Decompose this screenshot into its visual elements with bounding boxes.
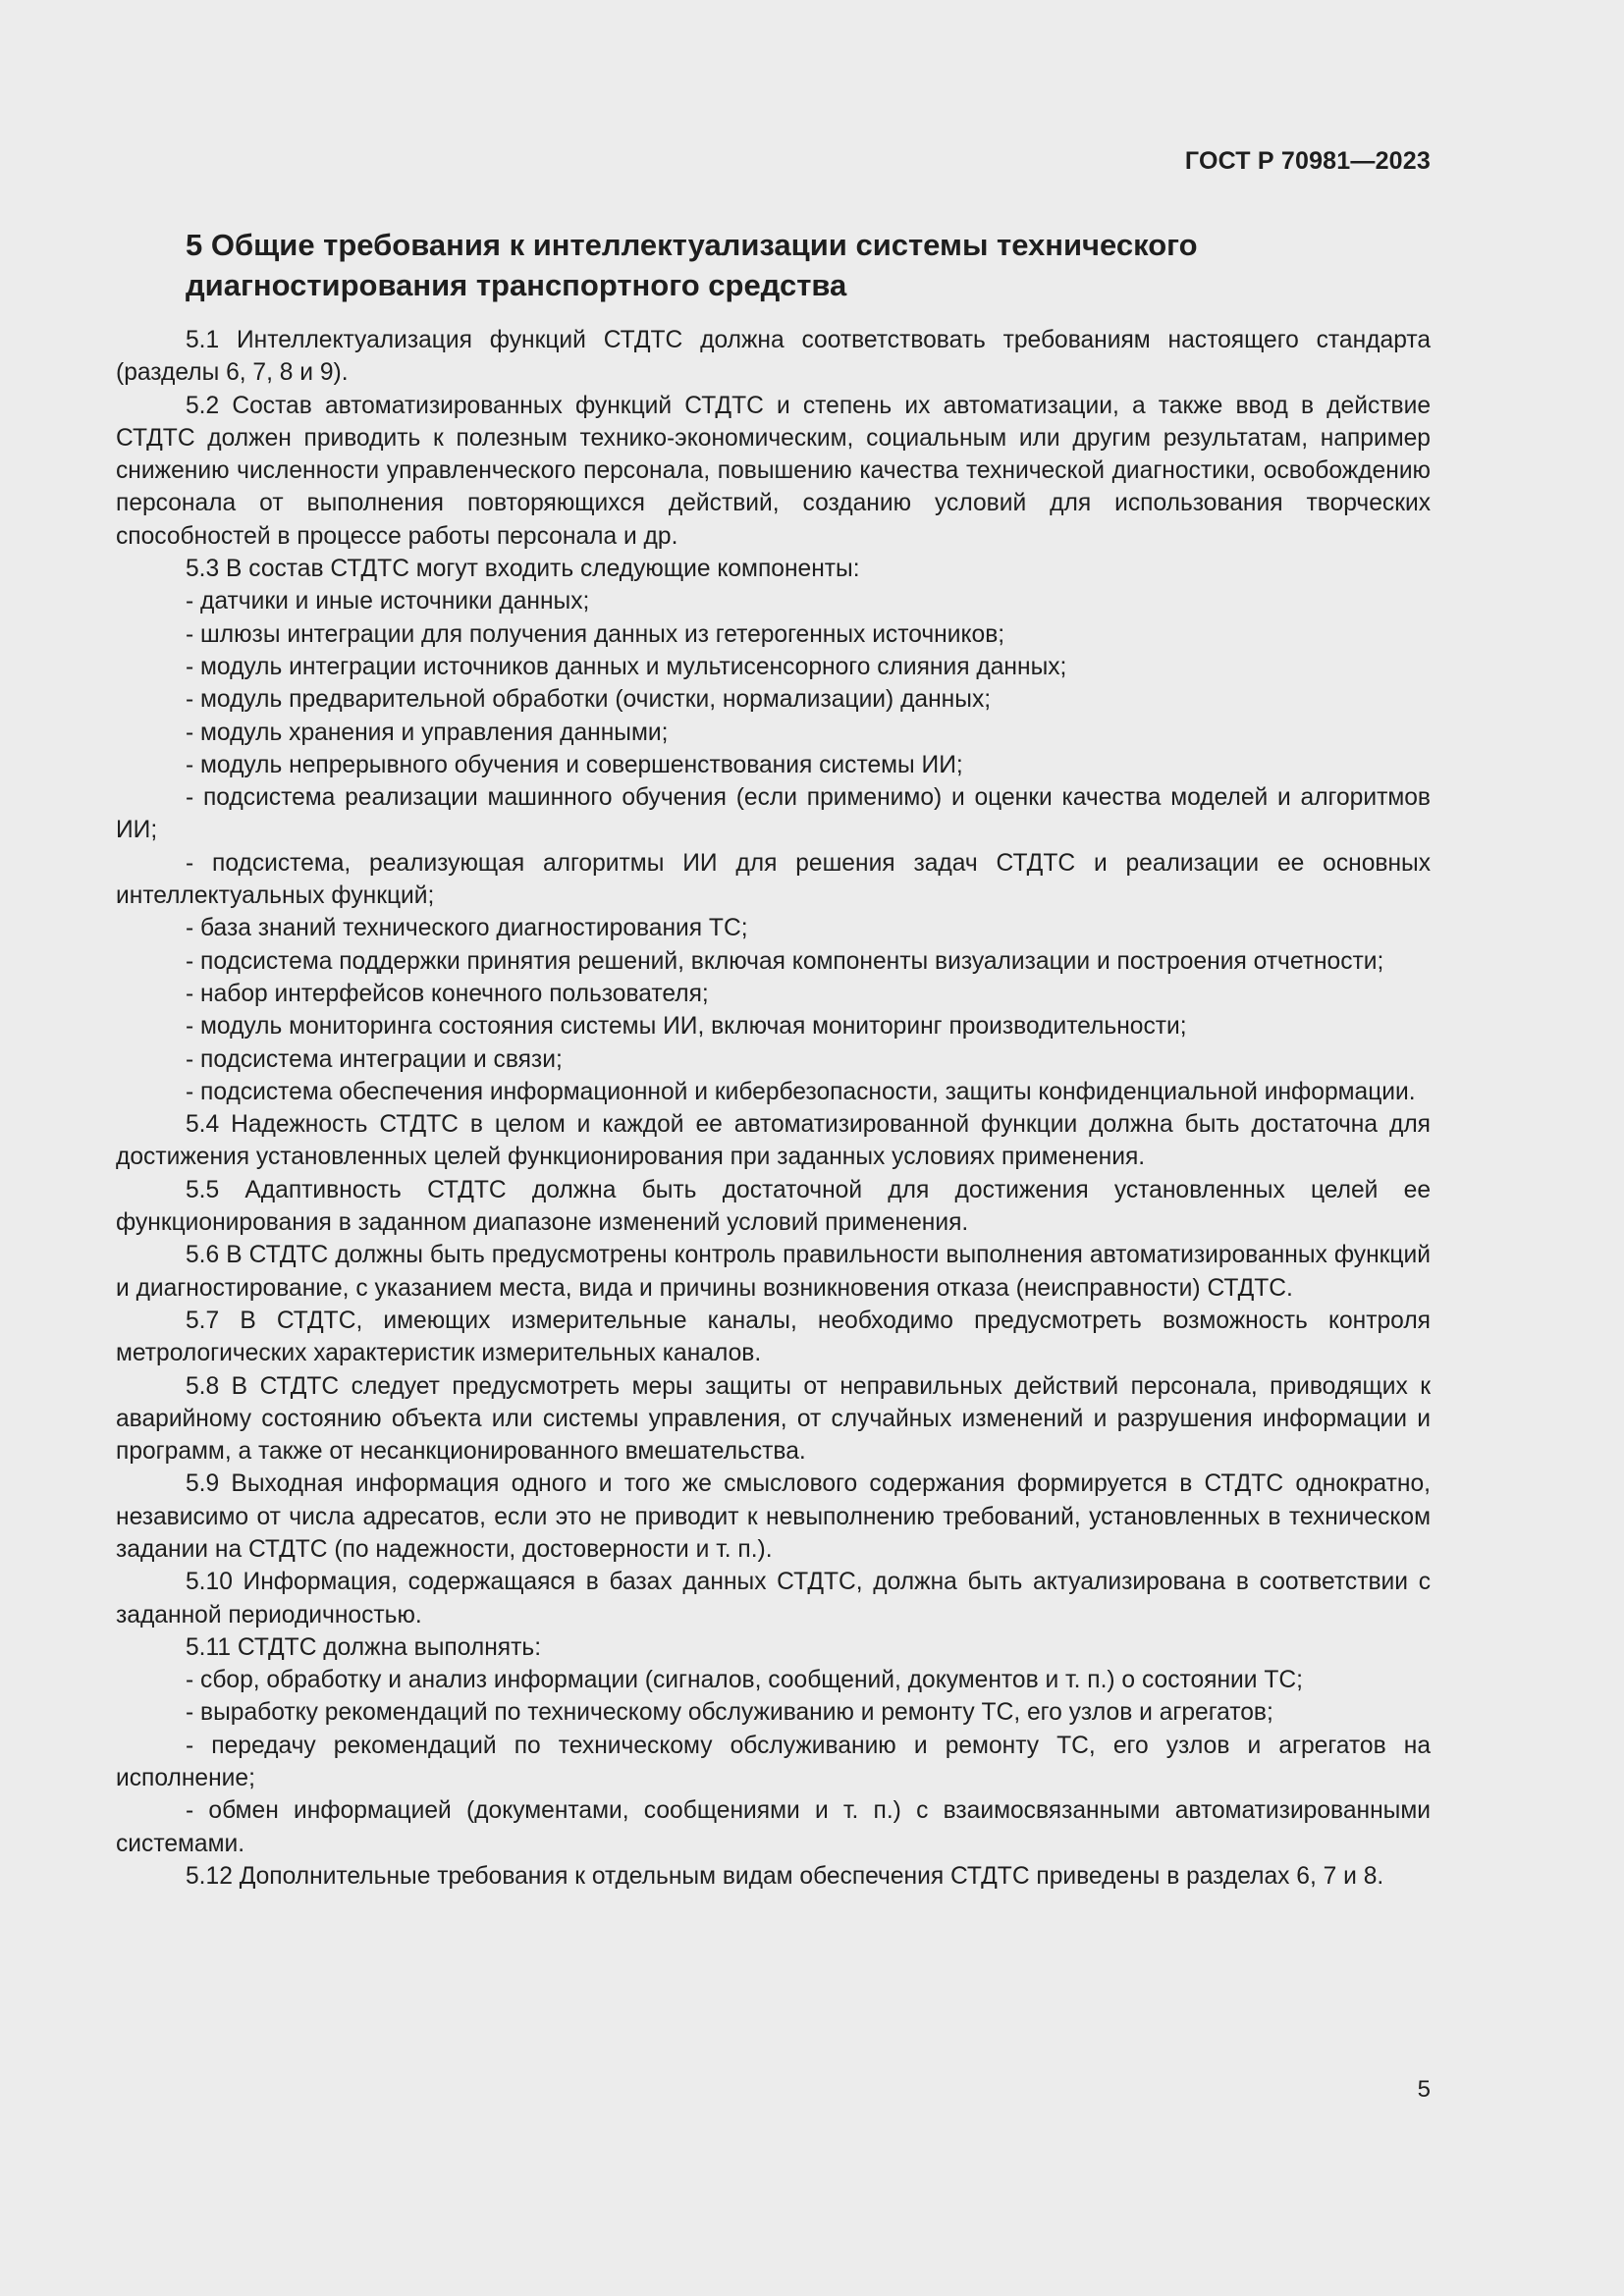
list-item: - сбор, обработку и анализ информации (сигналов, сообщений, документов и т. п.) о состоянии ТС; [186,1667,1303,1694]
paragraph: 5.3 В состав СТДТС могут входить следующие компоненты: [186,556,860,583]
paragraph: 5.1 Интеллектуализация функций СТДТС должна соответствовать требованиям настоящего стандарта (разделы 6, 7, 8 и 9). [116,327,1431,387]
section-title: 5 Общие требования к интеллектуализации системы технического диагностирования транспортного средства [186,228,1198,302]
list-item: - подсистема интеграции и связи; [186,1045,563,1073]
list-item: - шлюзы интеграции для получения данных из гетерогенных источников; [186,620,1005,648]
list-item: - модуль непрерывного обучения и совершенствования системы ИИ; [186,751,963,778]
list-item: - выработку рекомендаций по техническому обслуживанию и ремонту ТС, его узлов и агрегатов; [186,1699,1273,1727]
paragraph: 5.4 Надежность СТДТС в целом и каждой ее автоматизированной функции должна быть достаточна для достижения установленных целей функционирования при заданных условиях применения. [116,1111,1431,1171]
list-item: - подсистема поддержки принятия решений, включая компоненты визуализации и построения отчетности; [186,947,1384,975]
list-item: - подсистема реализации машинного обучения (если применимо) и оценки качества моделей и алгоритмов ИИ; [116,784,1431,844]
document-code: ГОСТ Р 70981—2023 [1184,147,1431,175]
paragraph: 5.8 В СТДТС следует предусмотреть меры защиты от неправильных действий персонала, приводящих к аварийному состоянию объекта или системы управления, от случайных изменений и разрушения информации и программ, а также от несанкционированного вмешательства. [116,1372,1431,1466]
list-item: - подсистема обеспечения информационной и кибербезопасности, защиты конфиденциальной информации. [186,1078,1416,1105]
paragraph: 5.11 СТДТС должна выполнять: [186,1633,542,1661]
list-item: - модуль мониторинга состояния системы ИИ, включая мониторинг производительности; [186,1013,1187,1041]
list-item: - модуль хранения и управления данными; [186,719,669,746]
list-item: - база знаний технического диагностирования ТС; [186,915,748,942]
section-body [116,324,1431,1893]
paragraph: 5.7 В СТДТС, имеющих измерительные каналы, необходимо предусмотреть возможность контроля метрологических характеристик измерительных каналов. [116,1307,1431,1367]
list-item: - модуль предварительной обработки (очистки, нормализации) данных; [186,686,992,714]
list-item: - датчики и иные источники данных; [186,588,590,615]
list-item: - набор интерфейсов конечного пользователя; [186,980,709,1007]
paragraph: 5.9 Выходная информация одного и того же смыслового содержания формируется в СТДТС однократно, независимо от числа адресатов, если это не приводит к невыполнению требований, установленных в техническом задании на СТДТС (по надежности, достоверности и т. п.). [116,1470,1431,1563]
paragraph: 5.12 Дополнительные требования к отдельным видам обеспечения СТДТС приведены в разделах 6, 7 и 8. [186,1862,1384,1890]
list-item: - передачу рекомендаций по техническому обслуживанию и ремонту ТС, его узлов и агрегатов на исполнение; [116,1732,1431,1792]
page-number: 5 [1417,2076,1431,2103]
list-item: - подсистема, реализующая алгоритмы ИИ для решения задач СТДТС и реализации ее основных интеллектуальных функций; [116,849,1431,910]
paragraph: 5.10 Информация, содержащаяся в базах данных СТДТС, должна быть актуализирована в соответствии с заданной периодичностью. [116,1569,1431,1629]
paragraph: 5.5 Адаптивность СТДТС должна быть достаточной для достижения установленных целей ее функционирования в заданном диапазоне изменений условий применения. [116,1176,1431,1237]
list-item: - модуль интеграции источников данных и мультисенсорного слияния данных; [186,653,1067,680]
paragraph: 5.2 Состав автоматизированных функций СТДТС и степень их автоматизации, а также ввод в действие СТДТС должен приводить к полезным технико-экономическим, социальным или другим результатам, например снижению численности управленческого персонала, повышению качества технической диагностики, освобождению персонала от выполнения повторяющихся действий, созданию условий для использования творческих способностей в процессе работы персонала и др. [116,392,1431,550]
list-item: - обмен информацией (документами, сообщениями и т. п.) с взаимосвязанными автоматизированными системами. [116,1797,1431,1857]
paragraph: 5.6 В СТДТС должны быть предусмотрены контроль правильности выполнения автоматизированных функций и диагностирование, с указанием места, вида и причины возникновения отказа (неисправности) СТДТС. [116,1242,1431,1302]
